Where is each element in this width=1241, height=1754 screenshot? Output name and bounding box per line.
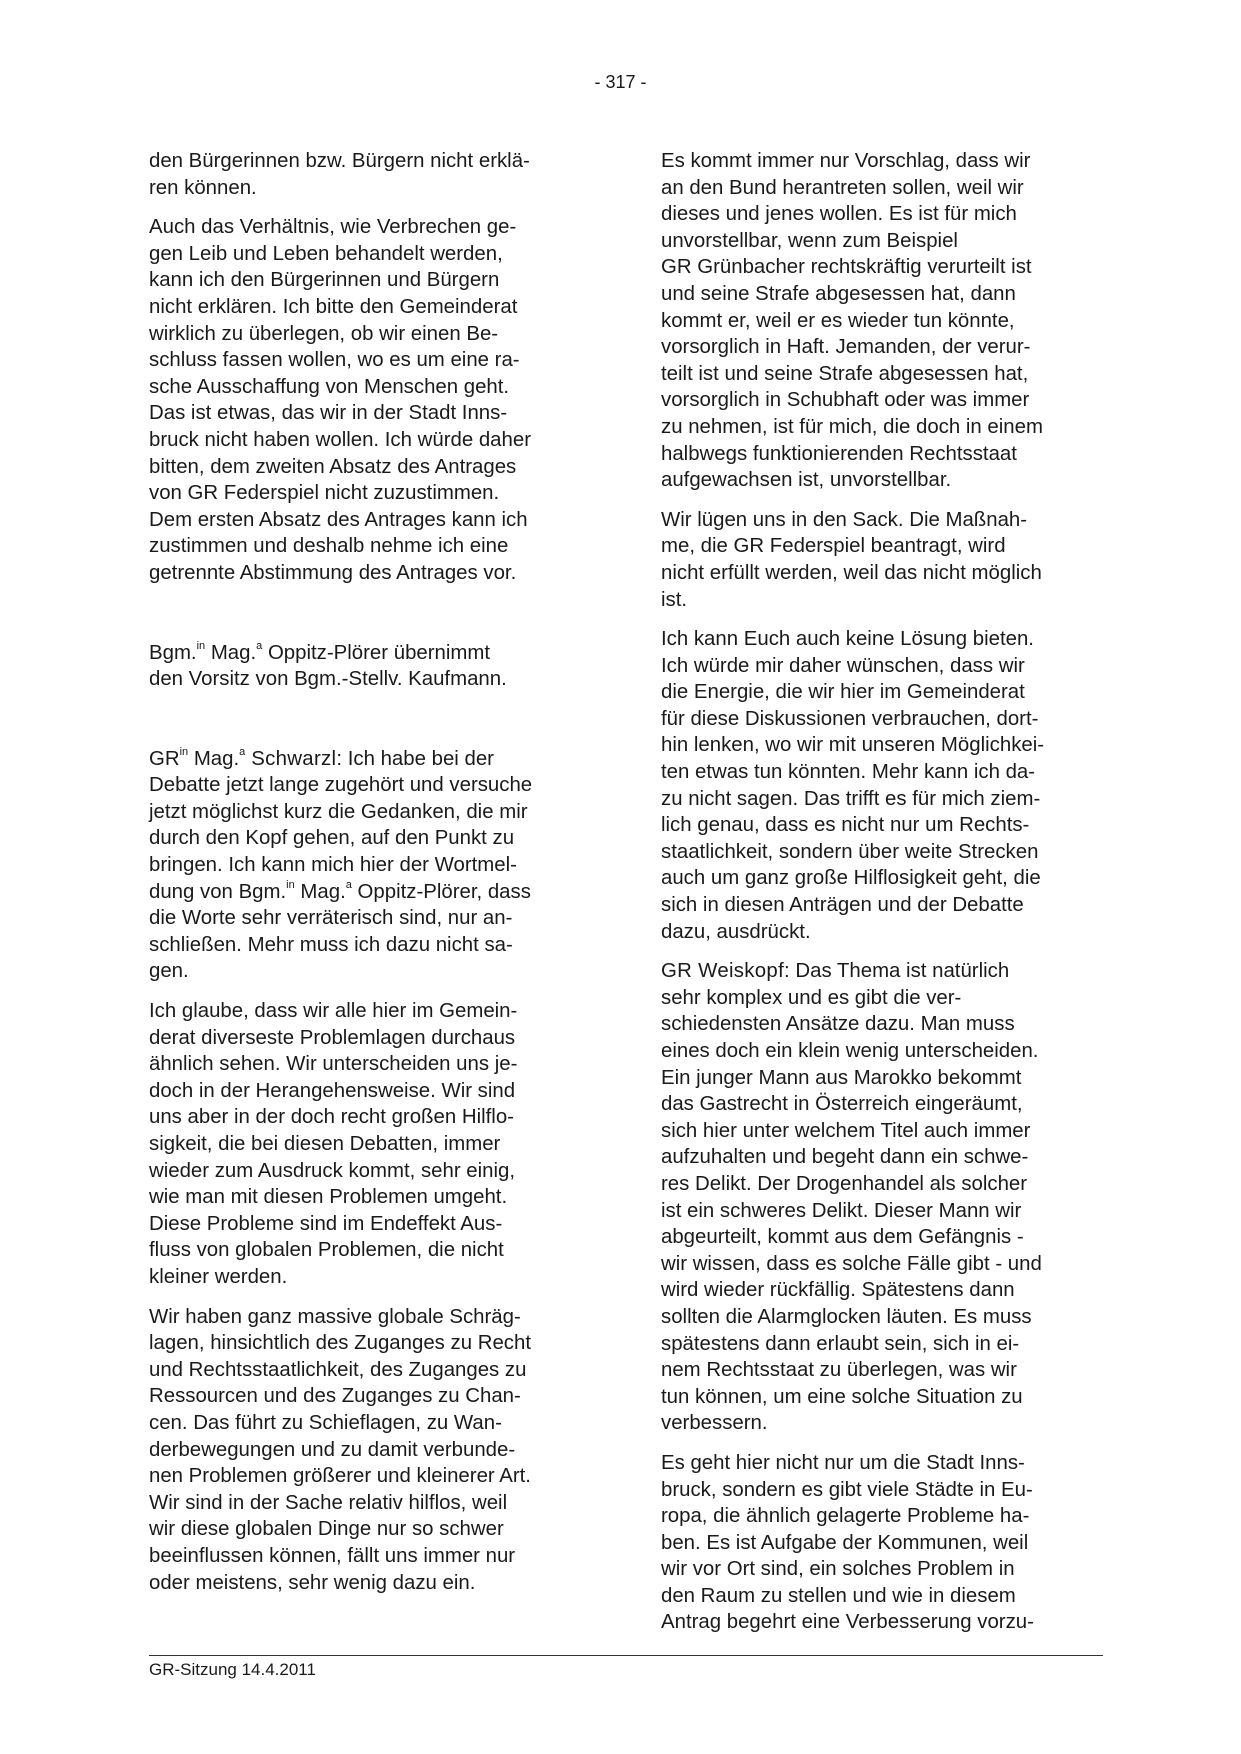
footer-session-date: GR-Sitzung 14.4.2011 [149, 1660, 316, 1679]
paragraph: Wir lügen uns in den Sack. Die Maßnah- me, die GR Federspiel beantragt, wird nicht erfüllt werden, weil das nicht möglich ist. [661, 508, 1042, 611]
right-column [661, 148, 1101, 1649]
footer-divider [149, 1655, 1103, 1656]
chair-change-note: Bgm.$^{in}$ Mag.$^a$ Oppitz-Plörer übernimmt den Vorsitz von Bgm.-Stellv. Kaufmann. [149, 639, 507, 691]
speech-weiskopf: GR Weiskopf: Das Thema ist natürlich sehr komplex und es gibt die ver- schiedensten Ansätze dazu. Man muss eines doch ein klein wenig unterscheiden. Ein junger Mann aus Marokko bekommt das Gastrecht in Österreich eingeräumt, sich hier unter welchem Titel auch immer aufzuhalten und begeht dann ein schwe- res Delikt. Der Drogenhandel als solcher ist ein schweres Delikt. Dieser Mann wir abgeurteilt, kommt aus dem Gefängnis - wir wissen, dass es solche Fälle gibt - und wird wieder rückfällig. Spätestens dann sollten die Alarmglocken läuten. Es muss spätestens dann erlaubt sein, sich in ei- nem Rechtsstaat zu überlegen, was wir tun können, um eine solche Situation zu verbessern. [661, 960, 1042, 1435]
paragraph: Wir haben ganz massive globale Schräg- lagen, hinsichtlich des Zuganges zu Recht und Rechtsstaatlichkeit, des Zuganges zu Ressourcen und des Zuganges zu Chan- cen. Das führt zu Schieflagen, zu Wan- derbewegungen und zu damit verbunde- nen Problemen größerer und kleinerer Art. Wir sind in der Sache relativ hilflos, weil wir diese globalen Dinge nur so schwer beeinflussen können, fällt uns immer nur oder meistens, sehr wenig dazu ein. [149, 1305, 531, 1594]
speaker-name: $GR^{in}$ Mag.$^a$ Schwarzl [149, 745, 337, 770]
speaker-name: GR Weiskopf [661, 960, 785, 983]
speech-schwarzl: $GR^{in}$ Mag.$^a$ Schwarzl: Ich habe bei der Debatte jetzt lange zugehört und versuche jetzt möglichst kurz die Gedanken, die mir durch den Kopf gehen, auf den Punkt zu bringen. Ich kann mich hier der Wortmel- dung von Bgm.$^{in}$ Mag.$^a$ Oppitz-Plörer, dass die Worte sehr verräterisch sind, nur an- schließen. Mehr muss ich dazu nicht sa- gen. [149, 745, 533, 983]
paragraph: Ich kann Euch auch keine Lösung bieten. Ich würde mir daher wünschen, dass wir die Energie, die wir hier im Gemeinderat für diese Diskussionen verbrauchen, dort- hin lenken, wo wir mit unseren Möglichkei- ten etwas tun könnten. Mehr kann ich da- zu nicht sagen. Das trifft es für mich ziem- lich genau, dass es nicht nur um Rechts- staatlichkeit, sondern über weite Strecken auch um ganz große Hilflosigkeit geht, die sich in diesen Anträgen und der Debatte dazu, ausdrückt. [661, 628, 1045, 943]
paragraph: Es kommt immer nur Vorschlag, dass wir an den Bund herantreten sollen, weil wir dieses und jenes wollen. Es ist für mich unvorstellbar, wenn zum Beispiel GR Grünbacher rechtskräftig verurteilt ist und seine Strafe abgesessen hat, dann kommt er, weil er es wieder tun könnte, vorsorglich in Haft. Jemanden, der verur- teilt ist und seine Strafe abgesessen hat, vorsorglich in Schubhaft oder was immer zu nehmen, ist für mich, die doch in einem halbwegs funktionierenden Rechtsstaat aufgewachsen ist, unvorstellbar. [661, 150, 1043, 492]
paragraph: Ich glaube, dass wir alle hier im Gemein- derat diverseste Problemlagen durchaus ähnlich sehen. Wir unterscheiden uns je- doch in der Herangehensweise. Wir sind uns aber in der doch recht großen Hilflo- sigkeit, die bei diesen Debatten, immer wieder zum Ausdruck kommt, sehr einig, wie man mit diesen Problemen umgeht. Diese Probleme sind im Endeffekt Aus- fluss von globalen Problemen, die nicht kleiner werden. [149, 1000, 518, 1288]
paragraph: Es geht hier nicht nur um die Stadt Inns- bruck, sondern es gibt viele Städte in Eu- ropa, die ähnlich gelagerte Probleme ha- ben. Es ist Aufgabe der Kommunen, weil wir vor Ort sind, ein solches Problem in den Raum zu stellen und wie in diesem Antrag begehrt eine Verbesserung vorzu- [661, 1451, 1034, 1634]
left-column [149, 148, 594, 1609]
page-number: - 317 - [594, 72, 647, 92]
paragraph: Auch das Verhältnis, wie Verbrechen ge- gen Leib und Leben behandelt werden, kann ich den Bürgerinnen und Bürgern nicht erklären. Ich bitte den Gemeinderat wirklich zu überlegen, ob wir einen Be- schluss fassen wollen, wo es um eine ra- sche Ausschaffung von Menschen geht. Das ist etwas, das wir in der Stadt Inns- bruck nicht haben wollen. Ich würde daher bitten, dem zweiten Absatz des Antrages von GR Federspiel nicht zuzustimmen. Dem ersten Absatz des Antrages kann ich zustimmen und deshalb nehme ich eine getrennte Abstimmung des Antrages vor. [149, 216, 531, 584]
paragraph: den Bürgerinnen bzw. Bürgern nicht erklä- ren können. [149, 150, 530, 199]
